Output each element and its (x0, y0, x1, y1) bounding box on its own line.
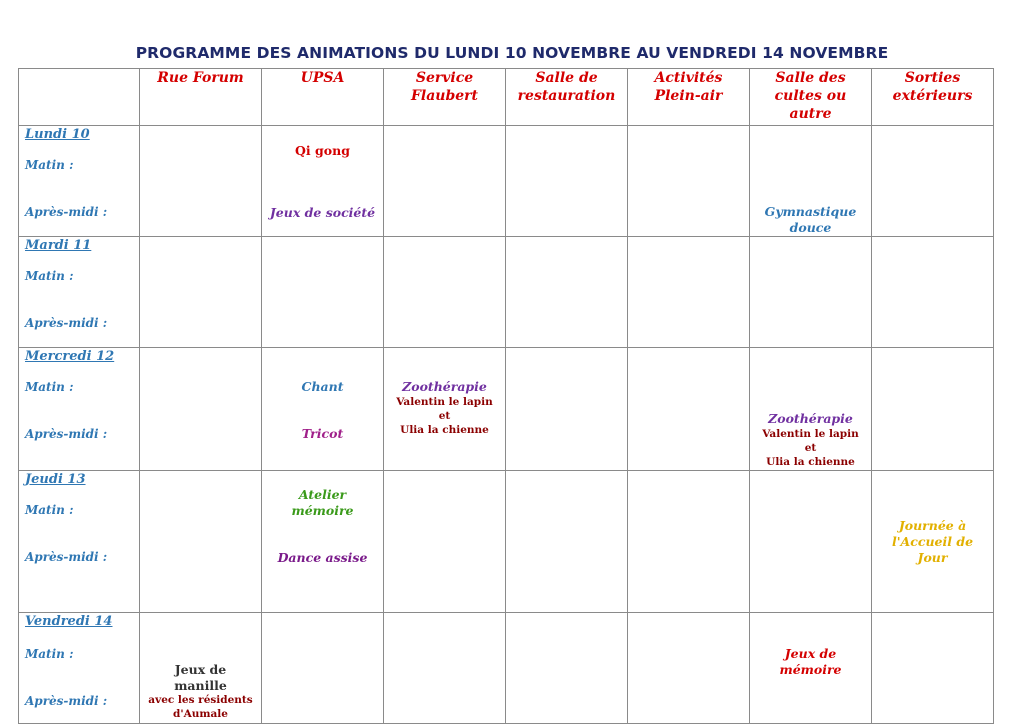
activity-jeux-manille: Jeux de manille (174, 662, 227, 693)
afternoon-label: Après-midi : (25, 205, 108, 219)
schedule-table (18, 68, 994, 724)
activity-zootherapie: Zoothérapie (402, 379, 487, 394)
activity-accueil-de-jour: Journée à l'Accueil de Jour (891, 518, 974, 565)
restauration-cell (506, 613, 628, 724)
day-name: Vendredi 14 (25, 614, 113, 629)
cultes-cell (750, 348, 872, 471)
activity-gymnastique: Gymnastique douce (764, 204, 857, 235)
morning-label: Matin : (25, 647, 74, 661)
upsa-cell (262, 613, 384, 724)
forum-cell (140, 237, 262, 348)
morning-label: Matin : (25, 503, 74, 517)
upsa-cell (262, 237, 384, 348)
flaubert-cell (384, 348, 506, 471)
day-cell (19, 237, 140, 348)
day-cell (19, 613, 140, 724)
day-name: Mercredi 12 (25, 349, 115, 364)
day-cell (19, 348, 140, 471)
forum-cell (140, 471, 262, 613)
activity-jeux-memoire: Jeux de mémoire (779, 646, 842, 677)
column-header: Activités Plein-air (628, 69, 750, 126)
header-row (19, 69, 994, 126)
afternoon-label: Après-midi : (25, 694, 108, 708)
activity-chant: Chant (301, 379, 344, 394)
sorties-cell (872, 348, 994, 471)
morning-label: Matin : (25, 380, 74, 394)
column-header: Sorties extérieurs (872, 69, 994, 126)
plein-air-cell (628, 126, 750, 237)
restauration-cell (506, 471, 628, 613)
flaubert-cell (384, 237, 506, 348)
morning-label: Matin : (25, 158, 74, 172)
plein-air-cell (628, 237, 750, 348)
plein-air-cell (628, 471, 750, 613)
flaubert-cell (384, 613, 506, 724)
day-cell (19, 126, 140, 237)
column-header: Rue Forum (140, 69, 262, 126)
cultes-cell (750, 237, 872, 348)
cultes-cell (750, 613, 872, 724)
day-name: Lundi 10 (25, 127, 90, 142)
forum-cell (140, 613, 262, 724)
day-cell (19, 471, 140, 613)
day-row (19, 348, 994, 471)
activity-zootherapie-details: Valentin le lapin et Ulia la chienne (396, 396, 493, 436)
corner-cell (19, 69, 140, 126)
cultes-cell (750, 471, 872, 613)
restauration-cell (506, 348, 628, 471)
column-header: Salle des cultes ou autre (750, 69, 872, 126)
sorties-cell (872, 471, 994, 613)
day-row (19, 237, 994, 348)
upsa-cell (262, 471, 384, 613)
day-row (19, 471, 994, 613)
cultes-cell (750, 126, 872, 237)
flaubert-cell (384, 126, 506, 237)
afternoon-label: Après-midi : (25, 550, 108, 564)
activity-atelier-memoire: Atelier mémoire (291, 487, 354, 518)
upsa-cell (262, 348, 384, 471)
restauration-cell (506, 237, 628, 348)
activity-qi-gong: Qi gong (295, 143, 350, 158)
day-name: Jeudi 13 (25, 472, 86, 487)
plein-air-cell (628, 348, 750, 471)
day-row (19, 613, 994, 724)
afternoon-label: Après-midi : (25, 427, 108, 441)
sorties-cell (872, 126, 994, 237)
column-header: UPSA (262, 69, 384, 126)
upsa-cell (262, 126, 384, 237)
activity-tricot: Tricot (301, 426, 344, 441)
activity-jeux-societe: Jeux de société (269, 205, 376, 220)
afternoon-label: Après-midi : (25, 316, 108, 330)
day-name: Mardi 11 (25, 238, 92, 253)
sorties-cell (872, 237, 994, 348)
activity-zootherapie-details: Valentin le lapin et Ulia la chienne (762, 428, 859, 468)
forum-cell (140, 348, 262, 471)
restauration-cell (506, 126, 628, 237)
day-row (19, 126, 994, 237)
page-title: PROGRAMME DES ANIMATIONS DU LUNDI 10 NOVEMBRE AU VENDREDI 14 NOVEMBRE (135, 44, 889, 62)
activity-dance-assise: Dance assise (277, 550, 368, 565)
morning-label: Matin : (25, 269, 74, 283)
column-header: Service Flaubert (384, 69, 506, 126)
activity-zootherapie: Zoothérapie (768, 411, 853, 426)
forum-cell (140, 126, 262, 237)
activity-jeux-manille-details: avec les résidents d'Aumale (148, 694, 253, 720)
sorties-cell (872, 613, 994, 724)
column-header: Salle de restauration (506, 69, 628, 126)
flaubert-cell (384, 471, 506, 613)
plein-air-cell (628, 613, 750, 724)
